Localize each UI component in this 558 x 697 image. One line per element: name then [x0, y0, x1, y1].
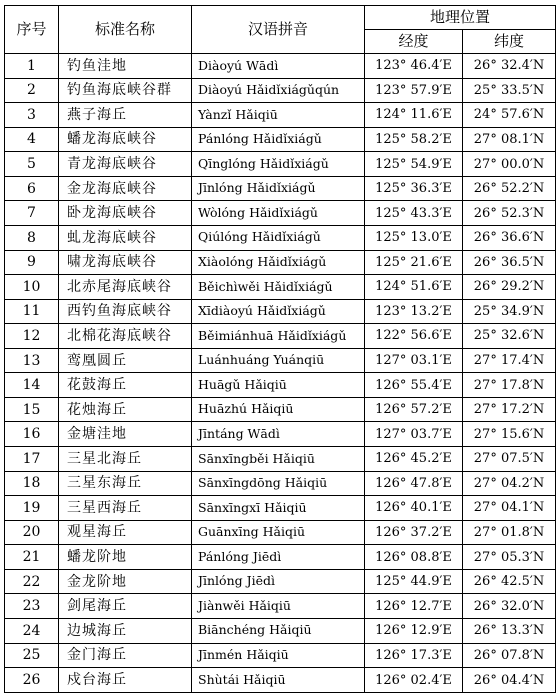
standard-name: 啸龙海底峡谷: [59, 250, 192, 275]
pinyin-name: Shùtái Hǎiqiū: [192, 668, 365, 693]
standard-name: 金龙阶地: [59, 569, 192, 594]
latitude-value: 25° 34.9′N: [463, 299, 556, 324]
latitude-value: 26° 04.4′N: [463, 668, 556, 693]
standard-name: 金塘洼地: [59, 422, 192, 447]
row-index: 18: [5, 471, 59, 496]
latitude-value: 27° 04.1′N: [463, 496, 556, 521]
row-index: 11: [5, 299, 59, 324]
table-body: [5, 54, 556, 693]
row-index: 19: [5, 496, 59, 521]
pinyin-name: Xīdiàoyú Hǎidǐxiágǔ: [192, 299, 365, 324]
table-row: [5, 78, 556, 103]
latitude-value: 26° 32.0′N: [463, 594, 556, 619]
longitude-value: 125° 43.3′E: [365, 201, 463, 226]
table-row: [5, 127, 556, 152]
pinyin-name: Jīntáng Wādì: [192, 422, 365, 447]
table-row: [5, 54, 556, 79]
row-index: 10: [5, 275, 59, 300]
longitude-value: 125° 54.9′E: [365, 152, 463, 177]
longitude-value: 123° 57.9′E: [365, 78, 463, 103]
latitude-value: 27° 08.1′N: [463, 127, 556, 152]
latitude-value: 27° 05.3′N: [463, 545, 556, 570]
table-row: [5, 471, 556, 496]
table-row: [5, 447, 556, 472]
longitude-value: 127° 03.1′E: [365, 348, 463, 373]
pinyin-name: Guānxīng Hǎiqiū: [192, 520, 365, 545]
standard-name: 燕子海丘: [59, 103, 192, 128]
latitude-value: 27° 17.4′N: [463, 348, 556, 373]
latitude-value: 27° 17.2′N: [463, 397, 556, 422]
longitude-value: 126° 47.8′E: [365, 471, 463, 496]
pinyin-name: Pánlóng Hǎidǐxiágǔ: [192, 127, 365, 152]
pinyin-name: Jīnlóng Jiēdì: [192, 569, 365, 594]
standard-name: 三星东海丘: [59, 471, 192, 496]
standard-name: 蟠龙阶地: [59, 545, 192, 570]
longitude-value: 124° 11.6′E: [365, 103, 463, 128]
table-row: [5, 496, 556, 521]
standard-name: 西钓鱼海底峡谷: [59, 299, 192, 324]
row-index: 26: [5, 668, 59, 693]
header-latitude: 纬度: [463, 30, 556, 54]
row-index: 24: [5, 618, 59, 643]
row-index: 4: [5, 127, 59, 152]
pinyin-name: Diàoyú Hǎidǐxiágǔqún: [192, 78, 365, 103]
row-index: 12: [5, 324, 59, 349]
pinyin-name: Luánhuáng Yuánqiū: [192, 348, 365, 373]
longitude-value: 126° 12.7′E: [365, 594, 463, 619]
row-index: 8: [5, 225, 59, 250]
longitude-value: 125° 21.6′E: [365, 250, 463, 275]
standard-name: 卧龙海底峡谷: [59, 201, 192, 226]
table-row: [5, 275, 556, 300]
table-row: [5, 324, 556, 349]
row-index: 23: [5, 594, 59, 619]
row-index: 7: [5, 201, 59, 226]
longitude-value: 124° 51.6′E: [365, 275, 463, 300]
longitude-value: 126° 12.9′E: [365, 618, 463, 643]
latitude-value: 27° 00.0′N: [463, 152, 556, 177]
longitude-value: 126° 02.4′E: [365, 668, 463, 693]
pinyin-name: Qiúlóng Hǎidǐxiágǔ: [192, 225, 365, 250]
header-index: 序号: [5, 6, 59, 54]
table-row: [5, 201, 556, 226]
header-longitude: 经度: [365, 30, 463, 54]
table-row: [5, 618, 556, 643]
longitude-value: 125° 36.3′E: [365, 176, 463, 201]
row-index: 1: [5, 54, 59, 79]
table-row: [5, 569, 556, 594]
latitude-value: 26° 52.2′N: [463, 176, 556, 201]
standard-name: 虬龙海底峡谷: [59, 225, 192, 250]
row-index: 2: [5, 78, 59, 103]
standard-name: 观星海丘: [59, 520, 192, 545]
pinyin-name: Jīnlóng Hǎidǐxiágǔ: [192, 176, 365, 201]
row-index: 3: [5, 103, 59, 128]
latitude-value: 27° 07.5′N: [463, 447, 556, 472]
row-index: 5: [5, 152, 59, 177]
table-row: [5, 348, 556, 373]
table-row: [5, 250, 556, 275]
pinyin-name: Huāzhú Hǎiqiū: [192, 397, 365, 422]
standard-name: 青龙海底峡谷: [59, 152, 192, 177]
longitude-value: 126° 57.2′E: [365, 397, 463, 422]
latitude-value: 26° 36.6′N: [463, 225, 556, 250]
row-index: 6: [5, 176, 59, 201]
standard-name: 金龙海底峡谷: [59, 176, 192, 201]
row-index: 22: [5, 569, 59, 594]
longitude-value: 126° 55.4′E: [365, 373, 463, 398]
longitude-value: 126° 40.1′E: [365, 496, 463, 521]
latitude-value: 26° 52.3′N: [463, 201, 556, 226]
standard-name: 花烛海丘: [59, 397, 192, 422]
standard-name: 剑尾海丘: [59, 594, 192, 619]
table-row: [5, 373, 556, 398]
latitude-value: 24° 57.6′N: [463, 103, 556, 128]
standard-name: 蟠龙海底峡谷: [59, 127, 192, 152]
row-index: 14: [5, 373, 59, 398]
latitude-value: 25° 32.6′N: [463, 324, 556, 349]
latitude-value: 26° 32.4′N: [463, 54, 556, 79]
table-row: [5, 422, 556, 447]
geographic-names-table: [4, 5, 556, 693]
latitude-value: 27° 17.8′N: [463, 373, 556, 398]
table-row: [5, 594, 556, 619]
table-row: [5, 520, 556, 545]
latitude-value: 25° 33.5′N: [463, 78, 556, 103]
pinyin-name: Jiànwěi Hǎiqiū: [192, 594, 365, 619]
table-row: [5, 397, 556, 422]
pinyin-name: Biānchéng Hǎiqiū: [192, 618, 365, 643]
latitude-value: 27° 15.6′N: [463, 422, 556, 447]
longitude-value: 126° 08.8′E: [365, 545, 463, 570]
longitude-value: 126° 45.2′E: [365, 447, 463, 472]
standard-name: 金门海丘: [59, 643, 192, 668]
row-index: 21: [5, 545, 59, 570]
latitude-value: 26° 42.5′N: [463, 569, 556, 594]
table-row: [5, 643, 556, 668]
longitude-value: 126° 37.2′E: [365, 520, 463, 545]
standard-name: 钓鱼洼地: [59, 54, 192, 79]
pinyin-name: Sānxīngxī Hǎiqiū: [192, 496, 365, 521]
table-row: [5, 668, 556, 693]
latitude-value: 26° 07.8′N: [463, 643, 556, 668]
standard-name: 花鼓海丘: [59, 373, 192, 398]
pinyin-name: Xiàolóng Hǎidǐxiágǔ: [192, 250, 365, 275]
longitude-value: 125° 58.2′E: [365, 127, 463, 152]
pinyin-name: Qīnglóng Hǎidǐxiágǔ: [192, 152, 365, 177]
standard-name: 戍台海丘: [59, 668, 192, 693]
table-row: [5, 152, 556, 177]
pinyin-name: Sānxīngdōng Hǎiqiū: [192, 471, 365, 496]
longitude-value: 123° 13.2′E: [365, 299, 463, 324]
pinyin-name: Běimiánhuā Hǎidǐxiágǔ: [192, 324, 365, 349]
latitude-value: 27° 04.2′N: [463, 471, 556, 496]
longitude-value: 125° 44.9′E: [365, 569, 463, 594]
row-index: 9: [5, 250, 59, 275]
latitude-value: 26° 13.3′N: [463, 618, 556, 643]
latitude-value: 27° 01.8′N: [463, 520, 556, 545]
pinyin-name: Huāgǔ Hǎiqiū: [192, 373, 365, 398]
table-row: [5, 103, 556, 128]
row-index: 13: [5, 348, 59, 373]
pinyin-name: Sānxīngběi Hǎiqiū: [192, 447, 365, 472]
table-row: [5, 176, 556, 201]
pinyin-name: Wòlóng Hǎidǐxiágǔ: [192, 201, 365, 226]
row-index: 16: [5, 422, 59, 447]
longitude-value: 122° 56.6′E: [365, 324, 463, 349]
header-name: 标准名称: [59, 6, 192, 54]
latitude-value: 26° 29.2′N: [463, 275, 556, 300]
header-location: 地理位置: [365, 6, 556, 30]
standard-name: 北棉花海底峡谷: [59, 324, 192, 349]
row-index: 15: [5, 397, 59, 422]
pinyin-name: Pánlóng Jiēdì: [192, 545, 365, 570]
row-index: 20: [5, 520, 59, 545]
pinyin-name: Běichìwěi Hǎidǐxiágǔ: [192, 275, 365, 300]
row-index: 17: [5, 447, 59, 472]
longitude-value: 125° 13.0′E: [365, 225, 463, 250]
standard-name: 三星西海丘: [59, 496, 192, 521]
latitude-value: 26° 36.5′N: [463, 250, 556, 275]
longitude-value: 127° 03.7′E: [365, 422, 463, 447]
table-row: [5, 225, 556, 250]
pinyin-name: Diàoyú Wādì: [192, 54, 365, 79]
table-row: [5, 299, 556, 324]
pinyin-name: Jīnmén Hǎiqiū: [192, 643, 365, 668]
standard-name: 鸾凰圆丘: [59, 348, 192, 373]
table-row: [5, 545, 556, 570]
longitude-value: 126° 17.3′E: [365, 643, 463, 668]
standard-name: 钓鱼海底峡谷群: [59, 78, 192, 103]
standard-name: 三星北海丘: [59, 447, 192, 472]
pinyin-name: Yànzǐ Hǎiqiū: [192, 103, 365, 128]
longitude-value: 123° 46.4′E: [365, 54, 463, 79]
row-index: 25: [5, 643, 59, 668]
header-pinyin: 汉语拼音: [192, 6, 365, 54]
standard-name: 北赤尾海底峡谷: [59, 275, 192, 300]
standard-name: 边城海丘: [59, 618, 192, 643]
